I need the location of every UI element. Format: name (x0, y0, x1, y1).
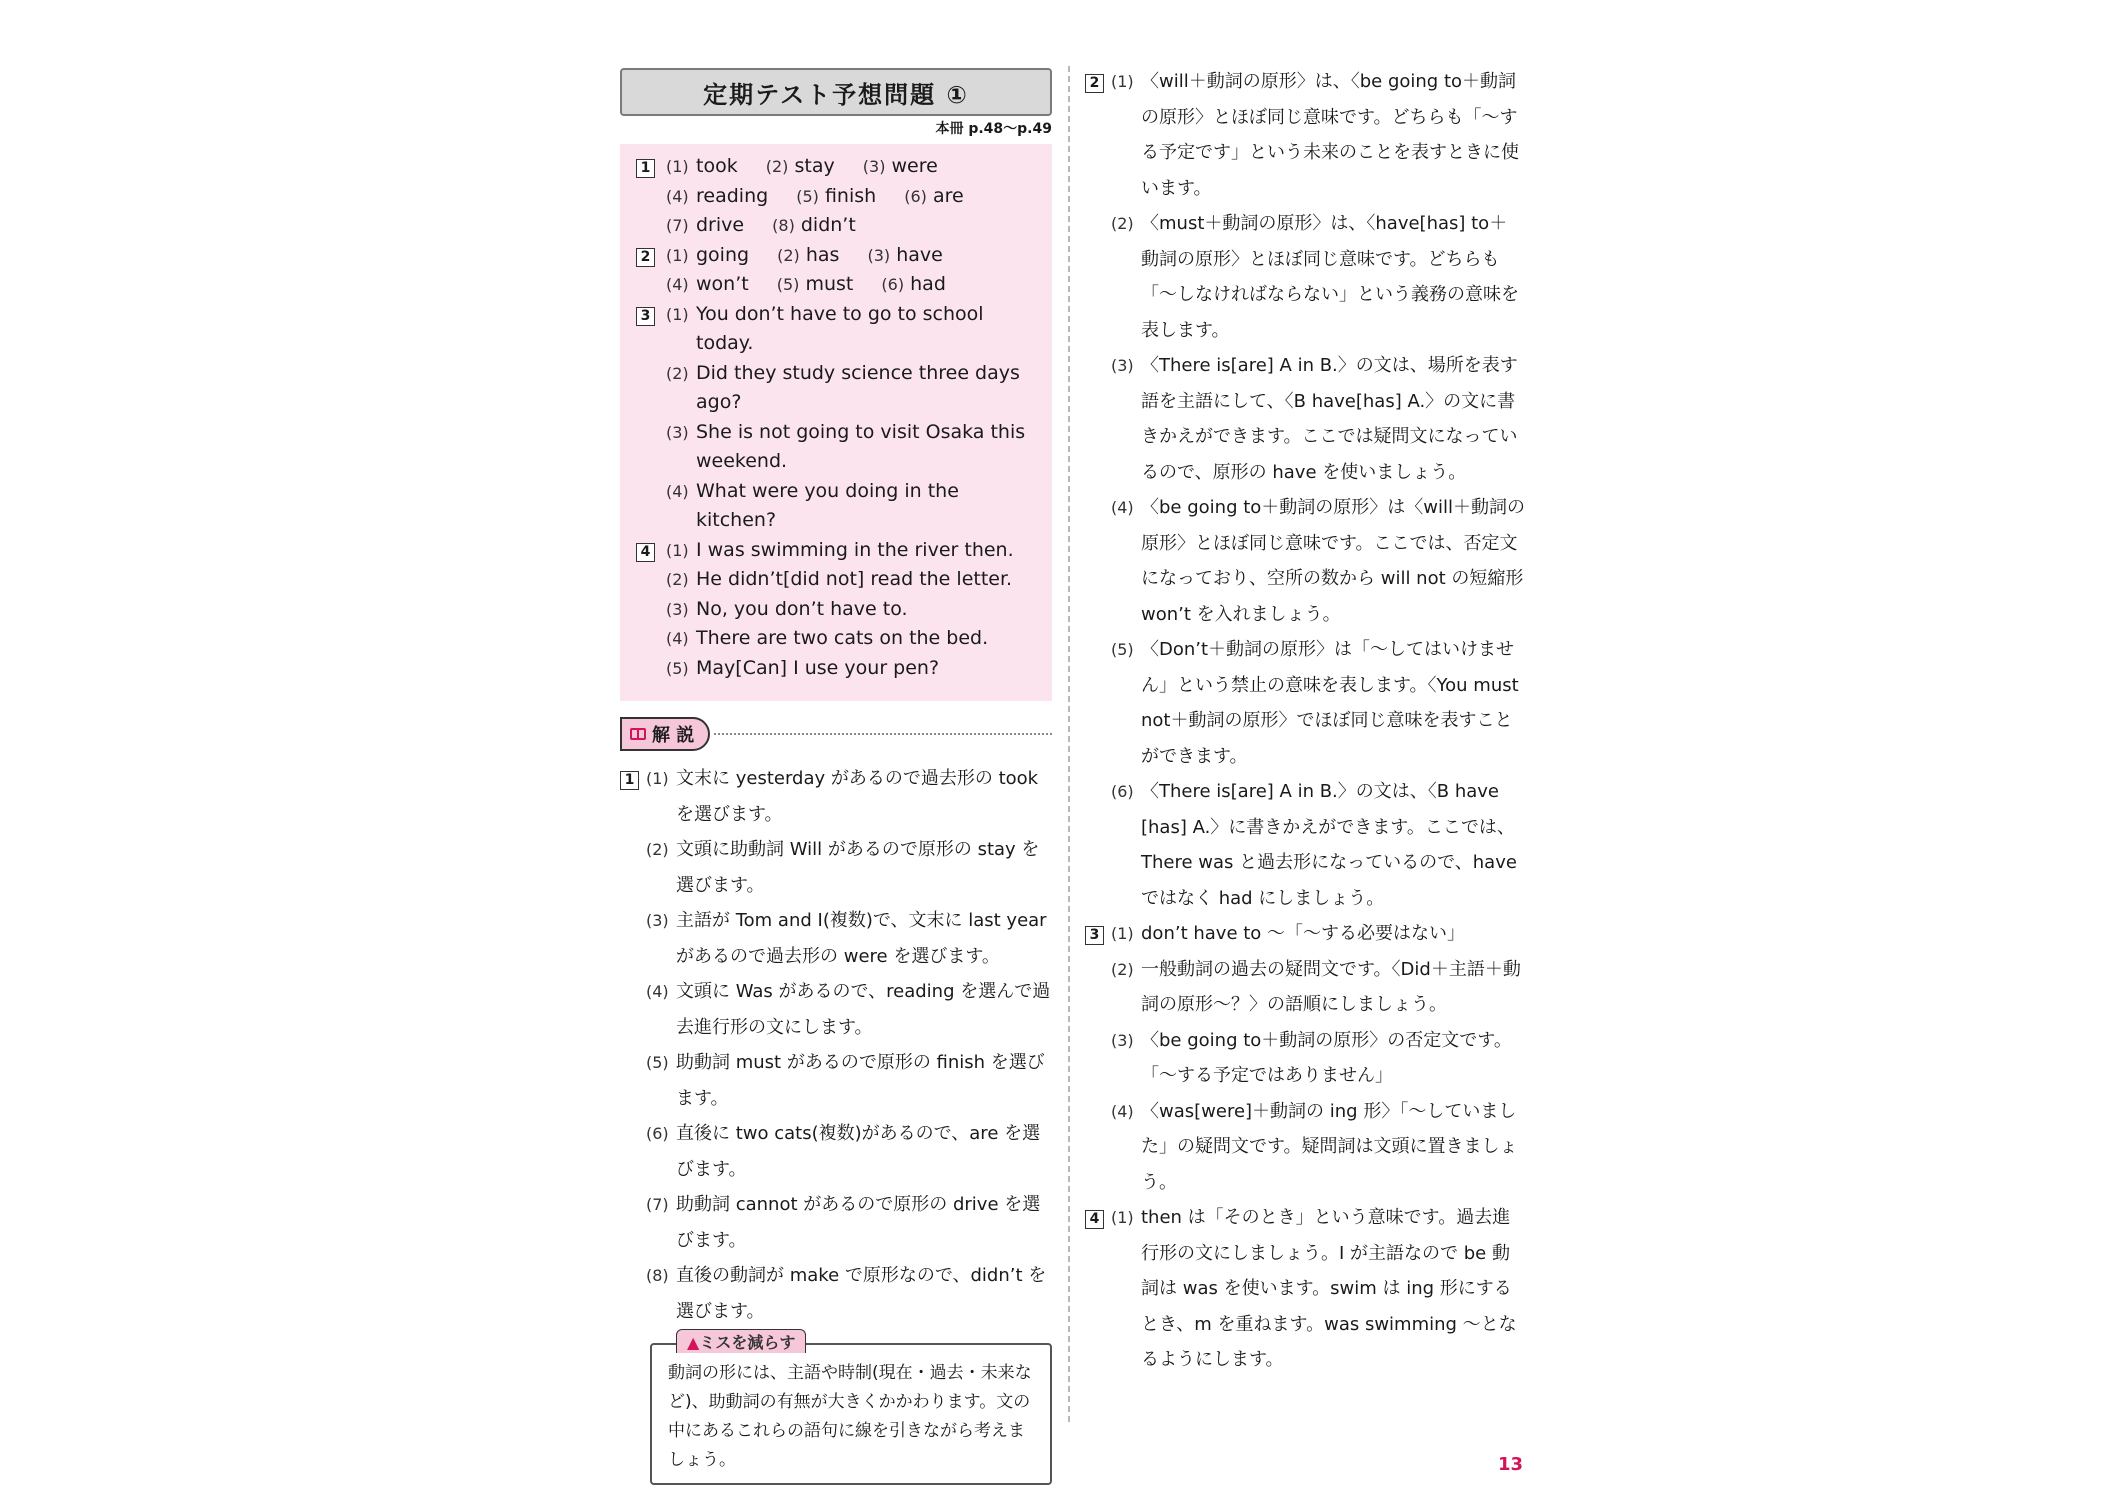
item-number: (5) (776, 275, 800, 294)
item-number: (6) (1111, 782, 1134, 801)
answer-sentence: May[Can] I use your pen? (696, 656, 940, 679)
item-number: (4) (666, 629, 689, 648)
question-number: 4 (1085, 1210, 1104, 1229)
explanation-text: 〈There is[are] A in B.〉の文は、場所を表す語を主語にして、〈B have[has] A.〉の文に書きかえができます。ここでは疑問文になっているので、原形の have を使いましょう。 (1141, 355, 1518, 483)
explanations-left (620, 761, 1052, 1329)
explanations-right (1085, 64, 1525, 1378)
explanation-badge (620, 717, 710, 751)
item-number: (7) (666, 216, 689, 235)
answer-sentence: There are two cats on the bed. (696, 627, 989, 649)
answer-word: stay (794, 155, 835, 177)
answer-sentence: Did they study science three days ago? (696, 361, 1020, 413)
item-number: (3) (666, 599, 689, 619)
item-number: (6) (904, 186, 927, 206)
item-number: (2) (1111, 214, 1134, 233)
item-number: (2) (666, 363, 689, 383)
explanation-label: 解 説 (652, 725, 695, 746)
answer-word: took (696, 155, 738, 177)
item-number: (1) (666, 304, 689, 324)
answer-sentence: No, you don’t have to. (696, 597, 908, 620)
item-number: (5) (796, 186, 819, 206)
question-number: 2 (1085, 74, 1104, 93)
item-number: (4) (666, 275, 689, 294)
item-number: (1) (666, 245, 689, 265)
tip-box (650, 1333, 1052, 1485)
explanation-text: 〈be going to＋動詞の原形〉の否定文です。「～する予定ではありません」 (1141, 1029, 1512, 1086)
question-number: 3 (1085, 926, 1104, 945)
answer-word: didn’t (800, 214, 856, 236)
item-number: (2) (765, 157, 789, 176)
answer-sentence: He didn’t[did not] read the letter. (696, 568, 1013, 590)
item-number: (1) (666, 157, 689, 176)
item-number: (2) (1111, 959, 1134, 979)
item-number: (5) (646, 1053, 669, 1072)
item-number: (1) (1111, 1208, 1134, 1227)
explanation-text: 直後に two cats(複数)があるので、are を選びます。 (676, 1123, 1041, 1180)
item-number: (4) (666, 481, 689, 501)
answer-word: going (696, 243, 750, 266)
page-number: 13 (1498, 1454, 1524, 1475)
question-number: 4 (636, 543, 655, 562)
item-number: (4) (1111, 1101, 1134, 1121)
explanation-q1 (620, 761, 1052, 1329)
page-reference: 本冊 p.48～p.49 (935, 121, 1052, 137)
item-number: (6) (881, 275, 905, 294)
item-number: (2) (646, 840, 669, 859)
answer-sentence: You don’t have to go to school today. (696, 302, 984, 354)
question-number: 1 (636, 159, 655, 178)
left-column (620, 68, 1052, 1485)
tip-label (676, 1329, 806, 1353)
answer-word: drive (696, 214, 745, 236)
explanation-text: 助動詞 cannot があるので原形の drive を選びます。 (676, 1194, 1041, 1251)
item-number: (2) (777, 245, 800, 265)
item-number: (8) (646, 1266, 669, 1285)
item-number: (3) (1111, 356, 1134, 375)
item-number: (4) (1111, 498, 1134, 517)
question-number: 3 (636, 307, 655, 326)
item-number: (7) (646, 1195, 669, 1214)
column-divider (1068, 66, 1070, 1422)
explanation-text: 文頭に Was があるので、reading を選んで過去進行形の文にします。 (676, 981, 1051, 1038)
explanation-text: 助動詞 must があるので原形の finish を選びます。 (676, 1052, 1045, 1109)
answer-q2 (636, 241, 1042, 300)
explanation-text: 〈will＋動詞の原形〉は、〈be going to＋動詞の原形〉とほぼ同じ意味です。どちらも「～する予定です」という未来のことを表すときに使います。 (1141, 71, 1519, 199)
answer-q4 (636, 536, 1042, 684)
item-number: (3) (862, 157, 886, 176)
item-number: (1) (1111, 72, 1134, 91)
answer-sentence: She is not going to visit Osaka this weekend. (696, 420, 1026, 472)
explanation-text: 文頭に助動詞 Will があるので原形の stay を選びます。 (676, 839, 1040, 896)
answer-word: were (891, 155, 938, 177)
explanation-text: 〈Don’t＋動詞の原形〉は「～してはいけません」という禁止の意味を表します。〈You must not＋動詞の原形〉でほぼ同じ意味を表すことができます。 (1141, 639, 1519, 767)
tip-label-text: ミスを減らす (699, 1333, 796, 1352)
item-number: (1) (666, 540, 689, 560)
item-number: (4) (646, 982, 669, 1001)
item-number: (5) (666, 658, 689, 678)
item-number: (3) (1111, 1030, 1134, 1050)
answer-key-box (620, 144, 1052, 701)
item-number: (1) (646, 769, 669, 788)
answer-word: finish (824, 184, 877, 207)
explanation-text: 文末に yesterday があるので過去形の took を選びます。 (676, 768, 1039, 825)
item-number: (3) (646, 911, 669, 930)
explanation-text: 〈must＋動詞の原形〉は、〈have[has] to＋動詞の原形〉とほぼ同じ意味です。どちらも「～しなければならない」という義務の意味を表します。 (1141, 213, 1519, 341)
item-number: (3) (867, 245, 891, 265)
answer-word: have (896, 243, 943, 266)
answer-q1 (636, 152, 1042, 241)
item-number: (3) (666, 422, 689, 442)
explanation-text: 主語が Tom and I(複数)で、文末に last year があるので過去形の were を選びます。 (676, 910, 1047, 967)
explanation-text: don’t have to ～「～する必要はない」 (1141, 923, 1466, 944)
tip-text: 動詞の形には、主語や時制(現在・過去・未来など)、助動詞の有無が大きくかかわります。文の中にあるこれらの語句に線を引きながら考えましょう。 (650, 1343, 1052, 1485)
explanation-text: 〈was[were]＋動詞の ing 形〉「～していました」の疑問文です。疑問詞は文頭に置きましょう。 (1141, 1100, 1518, 1193)
answer-word: are (932, 184, 964, 207)
warning-triangle-icon: ▲ (687, 1333, 700, 1352)
item-number: (5) (1111, 640, 1134, 659)
item-number: (8) (772, 216, 795, 235)
answer-word: won’t (696, 273, 749, 295)
dotted-divider (714, 733, 1052, 735)
explanation-q4 (1085, 1200, 1525, 1378)
explanation-text: 〈be going to＋動詞の原形〉は〈will＋動詞の原形〉とほぼ同じ意味です。ここでは、否定文になっており、空所の数から will not の短縮形 won’t を入れましょう。 (1141, 497, 1526, 625)
explanation-text: 直後の動詞が make で原形なので、didn’t を選びます。 (676, 1265, 1047, 1322)
page-title: 定期テスト予想問題 ① (620, 68, 1052, 116)
answer-sentence: I was swimming in the river then. (696, 538, 1014, 561)
answer-word: reading (696, 184, 769, 207)
explanation-text: 〈There is[are] A in B.〉の文は、〈B have [has] A.〉に書きかえができます。ここでは、There was と過去形になっているので、have ではなく had にしましょう。 (1141, 781, 1517, 909)
answer-word: had (910, 273, 946, 295)
item-number: (6) (646, 1124, 669, 1143)
answer-word: must (805, 273, 854, 295)
answer-sentence: What were you doing in the kitchen? (696, 479, 959, 531)
answer-word: has (805, 243, 840, 266)
question-number: 1 (620, 771, 639, 790)
question-number: 2 (636, 248, 655, 267)
explanation-q2 (1085, 64, 1525, 916)
item-number: (2) (666, 570, 689, 589)
book-icon (630, 728, 646, 740)
explanation-text: 一般動詞の過去の疑問文です。〈Did＋主語＋動詞の原形～？〉の語順にしましょう。 (1141, 958, 1521, 1015)
explanation-q3 (1085, 916, 1525, 1200)
explanation-header (620, 717, 1052, 751)
answer-q3 (636, 300, 1042, 536)
explanation-text: then は「そのとき」という意味です。過去進行形の文にしましょう。I が主語なので be 動詞は was を使います。swim は ing 形にするとき、m を重ねます。was swimming ～となるようにします。 (1141, 1207, 1517, 1370)
item-number: (4) (666, 186, 689, 206)
item-number: (1) (1111, 924, 1134, 943)
